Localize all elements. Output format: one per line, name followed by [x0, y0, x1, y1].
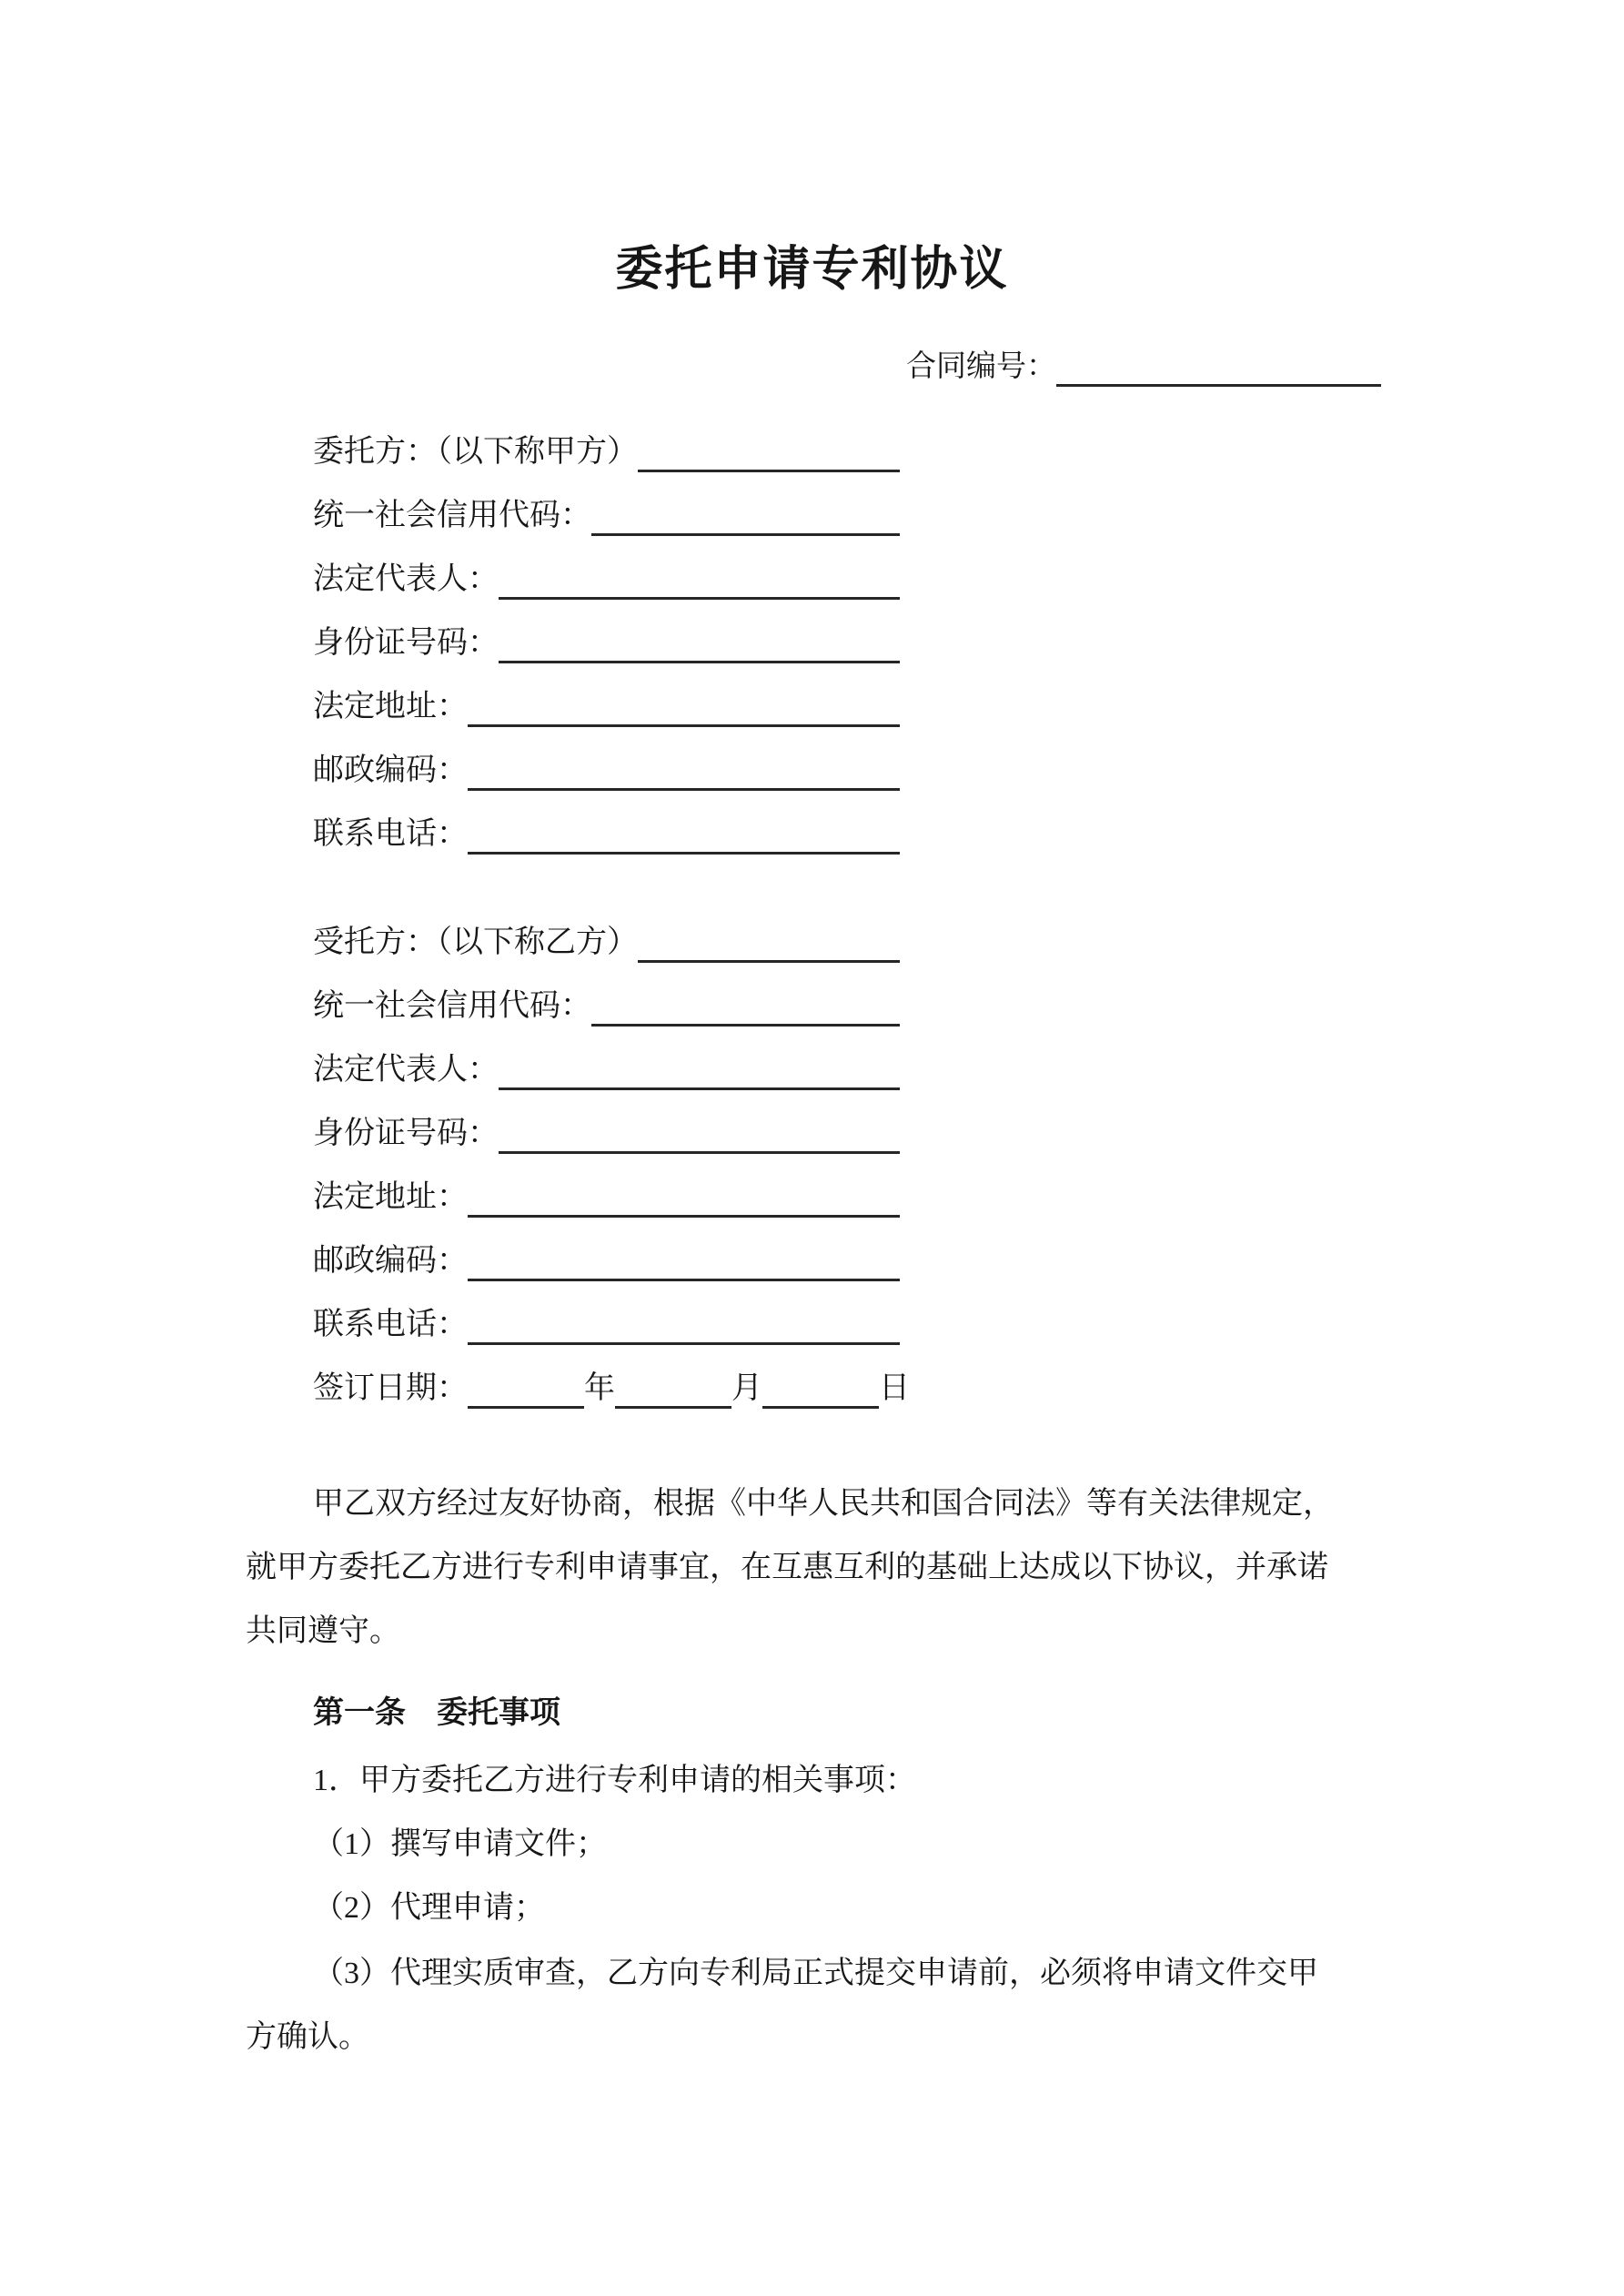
- party-b-row-legal-address: [313, 1166, 900, 1229]
- fill-in-blank-line: [468, 739, 900, 791]
- contract-number-row: [906, 335, 1381, 399]
- day-suffix: 日: [879, 1371, 910, 1405]
- year-suffix: 年: [584, 1371, 615, 1405]
- month-suffix: 月: [731, 1371, 762, 1405]
- fill-in-blank-line: [499, 1038, 900, 1090]
- clause-1-subitem-1: （1）撰写申请文件；: [313, 1827, 607, 1861]
- fill-in-blank-line: [638, 911, 900, 963]
- party-a-row-entrusting-party: [313, 420, 900, 484]
- preamble-line: 就甲方委托乙方进行专利申请事宜，在互惠互利的基础上达成以下协议，并承诺: [246, 1551, 1328, 1584]
- party-a-row-credit-code: [313, 484, 900, 548]
- signing-date-label: 签订日期：: [313, 1371, 468, 1405]
- party-b-row-legal-representative: [313, 1038, 900, 1102]
- field-label: 法定代表人：: [313, 1053, 499, 1087]
- fill-in-blank-line: [638, 420, 900, 472]
- field-label: 委托方：（以下称甲方）: [313, 435, 638, 469]
- day-blank-line: [762, 1357, 879, 1409]
- year-blank-line: [468, 1357, 584, 1409]
- field-label: 联系电话：: [313, 1308, 468, 1341]
- contract-number-label: 合同编号：: [906, 350, 1056, 383]
- party-b-row-id-number: [313, 1102, 900, 1166]
- preamble-line: 甲乙双方经过友好协商，根据《中华人民共和国合同法》等有关法律规定，: [313, 1487, 1334, 1521]
- party-a-row-postal-code: [313, 739, 900, 803]
- party-a-row-id-number: [313, 612, 900, 675]
- field-label: 统一社会信用代码：: [313, 989, 591, 1023]
- preamble-line: 共同遵守。: [246, 1614, 400, 1648]
- fill-in-blank-line: [591, 484, 900, 536]
- field-label: 邮政编码：: [313, 1244, 468, 1278]
- fill-in-blank-line: [468, 675, 900, 727]
- party-a-row-phone: [313, 803, 900, 866]
- fill-in-blank-line: [468, 803, 900, 855]
- party-b-row-phone: [313, 1293, 900, 1357]
- document-title: 委托申请专利协议: [615, 244, 1009, 296]
- field-label: 法定地址：: [313, 690, 468, 723]
- fill-in-blank-line: [468, 1293, 900, 1345]
- signing-date-row: [313, 1357, 941, 1421]
- preamble-paragraph: [246, 1472, 1378, 1664]
- fill-in-blank-line: [468, 1166, 900, 1218]
- clause-1-heading: 第一条 委托事项: [313, 1696, 560, 1730]
- party-b-row-postal-code: [313, 1229, 900, 1293]
- clause-1-subitem-3-line: 方确认。: [246, 2020, 369, 2054]
- month-blank-line: [615, 1357, 731, 1409]
- contract-number-blank-line: [1056, 335, 1381, 387]
- contract-document-page: [0, 237, 1624, 2296]
- field-label: 邮政编码：: [313, 754, 468, 787]
- clause-1-subitem-3-line: （3）代理实质审查，乙方向专利局正式提交申请前，必须将申请文件交甲: [313, 1957, 1318, 1990]
- field-label: 联系电话：: [313, 817, 468, 851]
- field-label: 统一社会信用代码：: [313, 499, 591, 532]
- party-b-row-entrusted-party: [313, 911, 900, 975]
- party-b-row-credit-code: [313, 975, 900, 1038]
- field-label: 身份证号码：: [313, 626, 499, 660]
- fill-in-blank-line: [499, 612, 900, 663]
- field-label: 受托方：（以下称乙方）: [313, 925, 638, 959]
- clause-1-subitem-2: （2）代理申请；: [313, 1891, 545, 1925]
- field-label: 法定地址：: [313, 1180, 468, 1214]
- clause-1-item-1: 1．甲方委托乙方进行专利申请的相关事项：: [313, 1764, 916, 1797]
- party-a-row-legal-representative: [313, 548, 900, 612]
- party-a-row-legal-address: [313, 675, 900, 739]
- fill-in-blank-line: [468, 1229, 900, 1281]
- fill-in-blank-line: [591, 975, 900, 1027]
- fill-in-blank-line: [499, 1102, 900, 1154]
- field-label: 身份证号码：: [313, 1117, 499, 1150]
- field-label: 法定代表人：: [313, 562, 499, 596]
- fill-in-blank-line: [499, 548, 900, 600]
